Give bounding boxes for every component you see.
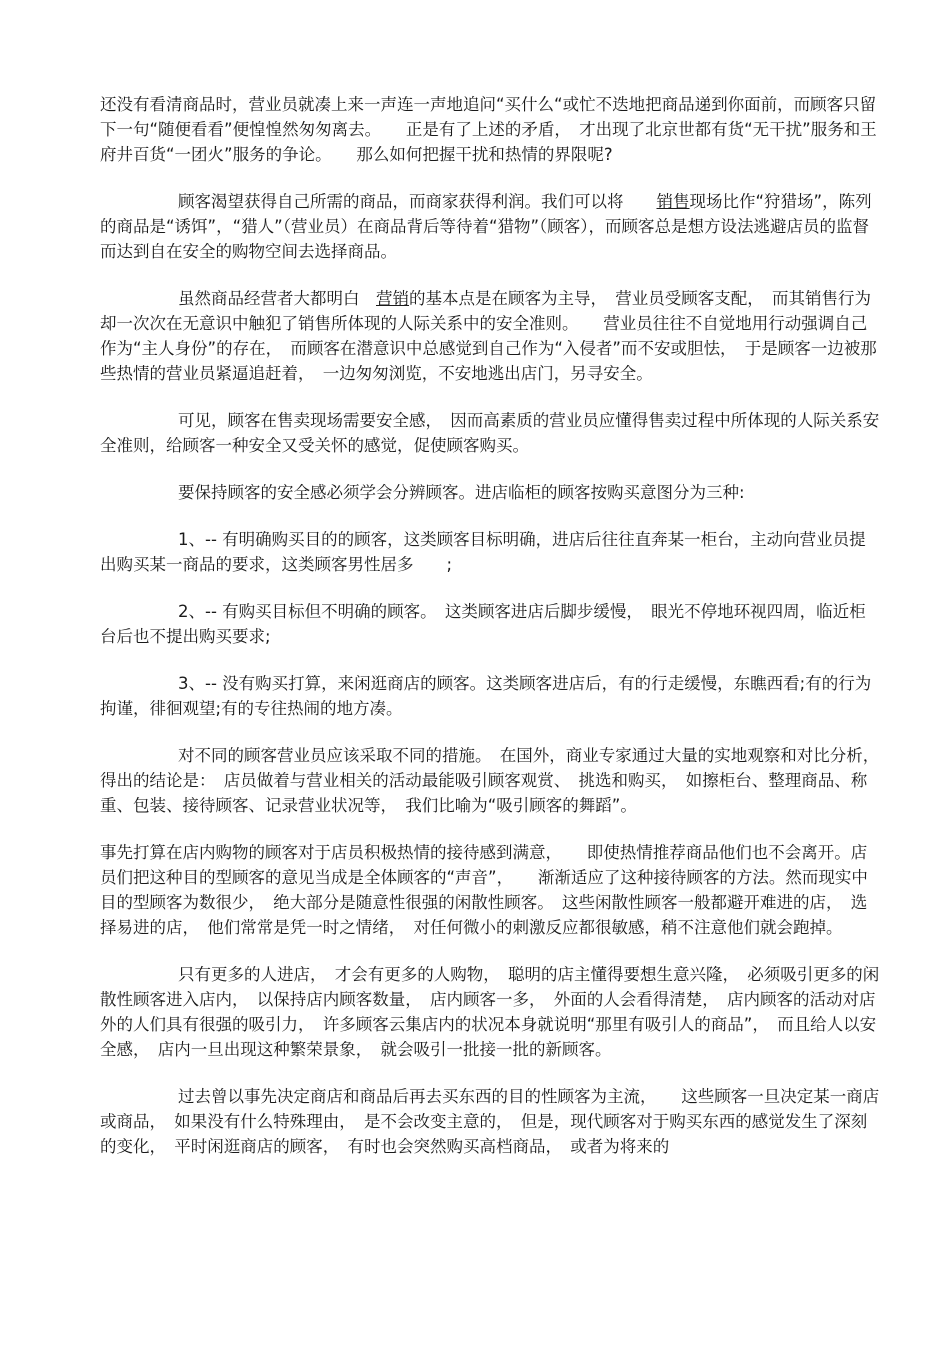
- article-body: [100, 92, 888, 1181]
- paragraph-2-text-b: 现场比作“狩猎场”，陈列的商品是“诱饵”，“猎人”（营业员）在商品背后等待着“猎物”（顾客），而顾客总是想方设法逃避店员的监督而达到自在安全的购物空间去选择商品。: [100, 192, 872, 261]
- paragraph-2: [100, 189, 880, 264]
- paragraph-9: 对不同的顾客营业员应该采取不同的措施。 在国外，商业专家通过大量的实地观察和对比分析， 得出的结论是： 店员做着与营业相关的活动最能吸引顾客观赏、 挑选和购买， 如擦柜台、整理商品、称重、包装、接待顾客、记录营业状况等， 我们比喻为“吸引顾客的舞蹈”。: [100, 746, 888, 815]
- list-item-2: 2、-- 有购买目标但不明确的顾客。 这类顾客进店后脚步缓慢， 眼光不停地环视四周，临近柜台后也不提出购买要求;: [100, 602, 866, 646]
- paragraph-5: 要保持顾客的安全感必须学会分辨顾客。进店临柜的顾客按购买意图分为三种:: [178, 483, 745, 502]
- paragraph-2-text-a: 顾客渴望获得自己所需的商品，而商家获得利润。我们可以将: [178, 192, 657, 211]
- paragraph-12: 过去曾以事先决定商店和商品后再去买东西的目的性顾客为主流， 这些顾客一旦决定某一商店或商品， 如果没有什么特殊理由， 是不会改变主意的， 但是，现代顾客对于购买东西的感觉发生了深刻的变化， 平时闲逛商店的顾客， 有时也会突然购买高档商品， 或者为将来的: [100, 1087, 880, 1156]
- paragraph-1: 还没有看清商品时，营业员就凑上来一声连一声地追问“买什么“或忙不迭地把商品递到你面前，而顾客只留下一句“随便看看”便惶惶然匆匆离去。 正是有了上述的矛盾， 才出现了北京世都有货“无干扰”服务和王府井百货“一团火”服务的争论。 那么如何把握干扰和热情的界限呢?: [100, 95, 877, 164]
- paragraph-3-text-a: 虽然商品经营者大都明白: [178, 289, 376, 308]
- list-item-1: 1、-- 有明确购买目的的顾客，这类顾客目标明确，进店后往往直奔某一柜台，主动向营业员提出购买某一商品的要求，这类顾客男性居多 ;: [100, 530, 866, 574]
- list-item-3: 3、-- 没有购买打算，来闲逛商店的顾客。这类顾客进店后，有的行走缓慢，东瞧西看;有的行为拘谨，徘徊观望;有的专往热闹的地方凑。: [100, 674, 872, 718]
- paragraph-3-text-b: 的基本点是在顾客为主导， 营业员受顾客支配， 而其销售行为却一次次在无意识中触犯了销售所体现的人际关系中的安全准则。 营业员往往不自觉地用行动强调自己作为“主人身份”的存在， 而顾客在潜意识中总感觉到自己作为“入侵者”而不安或胆怯， 于是顾客一边被那些热情的营业员紧逼追赶着， 一边匆匆浏览，不安地逃出店门，另寻安全。: [100, 289, 877, 383]
- link-sales[interactable]: 销售: [656, 192, 690, 211]
- paragraph-3: [100, 286, 880, 386]
- paragraph-10: 事先打算在店内购物的顾客对于店员积极热情的接待感到满意， 即使热情推荐商品他们也不会离开。店员们把这种目的型顾客的意见当成是全体顾客的“声音”， 渐渐适应了这种接待顾客的方法。然而现实中目的型顾客为数很少， 绝大部分是随意性很强的闲散性顾客。 这些闲散性顾客一般都避开难进的店， 选择易进的店， 他们常常是凭一时之情绪， 对任何微小的刺激反应都很敏感，稍不注意他们就会跑掉。: [100, 843, 868, 937]
- paragraph-4: 可见，顾客在售卖现场需要安全感， 因而高素质的营业员应懂得售卖过程中所体现的人际关系安全准则，给顾客一种安全又受关怀的感觉，促使顾客购买。: [100, 411, 880, 455]
- link-marketing[interactable]: 营销: [376, 289, 409, 308]
- paragraph-11: 只有更多的人进店， 才会有更多的人购物， 聪明的店主懂得要想生意兴隆， 必须吸引更多的闲散性顾客进入店内， 以保持店内顾客数量， 店内顾客一多， 外面的人会看得清楚， 店内顾客的活动对店外的人们具有很强的吸引力， 许多顾客云集店内的状况本身就说明“那里有吸引人的商品”， 而且给人以安全感， 店内一旦出现这种繁荣景象， 就会吸引一批接一批的新顾客。: [100, 965, 880, 1059]
